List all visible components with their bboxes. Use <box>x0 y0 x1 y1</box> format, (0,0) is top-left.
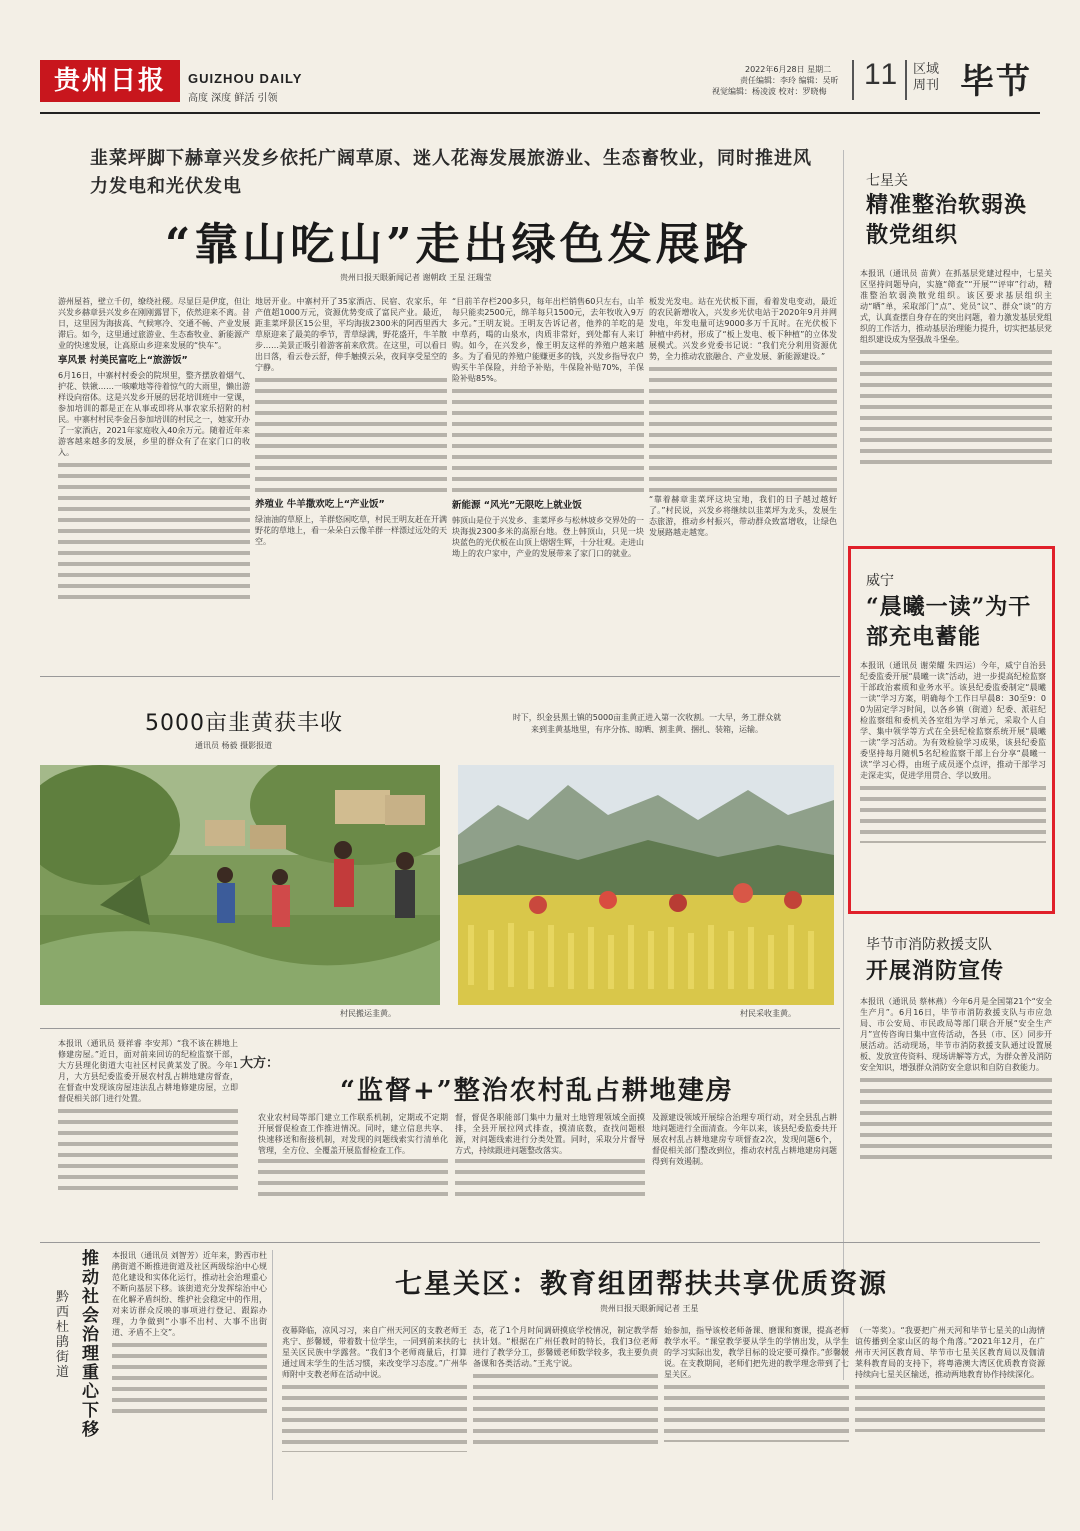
paragraph: 本报讯（通讯员 谢荣耀 朱四运）今年，威宁自治县纪委监委开展“晨曦一读”活动，进一步提高纪检监察干部政治素质和业务水平。该县纪委监委制定“晨曦一读”学习方案，明确每个工作日早晨8：30至9：00为固定学习时间，以各乡镇（街道）纪委、派驻纪检监察组和委机关各室组为学习单元，采取个人自学、集中领学等方式在全县纪检监察系统开展“晨曦一读”学习活动。为有效检验学习成果，该县纪委监委坚持每月随机5名纪检监察干部上台分享“晨曦一读”学习心得，由班子成员逐个点评，推动干部学习走深走实，促进学用贯合、学以致用。 <box>860 661 1046 780</box>
paragraph: 本报讯（通讯员 刘智芳）近年来，黔西市杜鹃街道不断推进街道及社区两级综治中心规范化建设和实体化运行，推动社会治理重心不断向基层下移。该街道充分发挥综治中心在化解矛盾纠纷、维护社会稳定中的作用，对来访群众反映的事项进行登记、跟踪办理，力争做到“小事不出村、大事不出街道、矛盾不上交”。 <box>112 1251 267 1337</box>
newspaper-slogan: 高度 深度 鲜活 引领 <box>188 93 278 104</box>
subheading: 新能源 “风光”无限吃上就业饭 <box>452 500 582 511</box>
body-text-lines <box>473 1371 658 1451</box>
masthead <box>40 40 1040 110</box>
brief-title: “晨曦一读”为干部充电蓄能 <box>866 594 1032 650</box>
section4-column-2 <box>473 1325 658 1503</box>
article-column-2 <box>255 296 447 664</box>
section3-kicker: 黔西杜鹃街道 <box>56 1290 70 1380</box>
photo-harvest-field <box>458 765 834 1005</box>
article-byline: 贵州日报天眼新闻记者 谢朝政 王星 汪瑞莹 <box>340 273 492 282</box>
body-text-lines <box>282 1382 467 1452</box>
paragraph: “目前羊存栏200多只，每年出栏销售60只左右，山羊每只能卖2500元，绵羊每只1500元，去年牧收入9万多元。”王明友说。王明友告诉记者，他养的羊吃的是中草药，喝的山泉水，肉质非常好，到处都有人来订购。如今，在兴发乡，像王明友这样的养殖户越来越多。为了看见的养殖户能赚更多的钱，兴发乡指导农户购买牛羊保险，并给予补贴，牛保险补贴70%，羊保险补贴85%。 <box>452 297 644 383</box>
brief-body <box>860 996 1052 1216</box>
body-text-lines <box>58 1106 238 1196</box>
column-divider <box>272 1250 273 1500</box>
paragraph: 始参加，指导该校老师备课、磨课和赛课，提高老师教学水平。“课堂教学要从学生的学情出发，从学生的学习实际出发，教学目标的设定要可操作。”彭馨媛说。在支教期间，老师们把先进的教学理念带到了七星关区。 <box>664 1326 849 1379</box>
body-text-lines <box>860 1075 1052 1165</box>
section2-intro <box>58 1038 238 1236</box>
paragraph: 态，花了1个月时间调研摸底学校情况，制定教学帮扶计划。“根据在广州任教时的特长，我们3位老师进行了教学分工，彭馨媛老师数学较多，我主要负责备课和各类活动。”王兆宁说。 <box>473 1326 658 1368</box>
subheading: 享风景 村美民富吃上“旅游饭” <box>58 355 188 366</box>
section2-column-1 <box>258 1112 448 1237</box>
brief-body <box>860 660 1046 905</box>
section-label: 区域周刊 <box>913 62 940 93</box>
photo-image <box>458 765 834 1005</box>
divider <box>852 60 854 100</box>
body-text-lines <box>58 460 250 600</box>
paragraph: 及源建设领域开展综合治理专项行动，对全县乱占耕地问题进行全面清查。今年以来，该县纪委监委共开展农村乱占耕地建房专项督查2次，发现问题6个，督促相关部门整改到位，推动农村乱占耕地建房问题得到有效遏制。 <box>652 1113 837 1166</box>
paragraph: 绿油油的草原上，羊群悠闲吃草，村民王明友赶在开满野花的草地上，看一朵朵白云像羊群一样漂过远处的天空。 <box>255 515 447 546</box>
photo-caption-left: 村民搬运韭黄。 <box>340 1009 396 1018</box>
brief-title: 精准整治软弱涣散党组织 <box>866 192 1028 248</box>
body-text-lines <box>855 1382 1045 1432</box>
section2-column-3 <box>652 1112 837 1237</box>
body-text-lines <box>255 375 447 495</box>
brief-kicker: 七星关 <box>866 173 908 189</box>
body-text-lines <box>455 1156 645 1196</box>
paragraph: 督，督促各职能部门集中力量对土地管理领域全面摸排，全县开展拉网式排查，摸清底数，查找问题根源，对问题线索进行分类处置。同时，采取分片督导方式，持续跟进问题整改落实。 <box>455 1113 645 1155</box>
paragraph: 本报讯（通讯员 聂祥睿 李安邦）“我不该在耕地上修建房屋。”近日，面对前来回访的纪检监察干部，大方县理化街道大屯社区村民黄某发了脱。今年1月，大方县纪委监委开展农村乱占耕地建房督查，在督查中发现该房屋违法乱占耕地修建房屋，立即督促相关部门进行处置。 <box>58 1039 238 1103</box>
paragraph: 板发光发电。站在光伏板下面，看着发电变动，最近的农民新增收入，兴发乡光伏电站于2020年9月并网发电，年发电量可达9000多万千瓦时。在光伏板下种植中药材，形成了“板上发电、板下种植”的立体发展模式。兴发乡党委书记说：“我们充分利用资源优势，全力推动农旅融合、产业发展、新能源建设。” <box>649 297 837 361</box>
paragraph: （一等奖）。“我要把广州天河和毕节七星关的山海情谊传播到全家山区的每个角落。”2021年12月，在广州市天河区教育局、毕节市七星关区教育局以及伽清莱科教育局的支持下，将粤港澳大湾区优质教育资源持续向七星关区输送，推动两地教育协作持续深化。 <box>855 1326 1045 1379</box>
section2-title: “监督+”整治农村乱占耕地建房 <box>340 1076 734 1106</box>
paragraph: 韩顶山是位于兴发乡、韭菜坪乡与松林坡乡交界处的一块海拔2300多米的高原台地。登上韩顶山，只见一块块蓝色的光伏板在山顶上熠熠生辉，十分壮观。走进山坳上的农户家中，产业的发展带来了家门口的就业。 <box>452 516 644 558</box>
section4-column-4 <box>855 1325 1045 1503</box>
photo-caption-right: 村民采收韭黄。 <box>740 1009 796 1018</box>
section4-column-1 <box>282 1325 467 1503</box>
proof-credit: 视觉编辑：杨凌波 校对：罗晓梅 <box>712 87 827 96</box>
paragraph: 农业农村局等部门建立工作联系机制，定期或不定期开展督促检查工作推进情况。同时，建立信息共享、快速移送和衔接机制，对发现的问题线索实行清单化管理，全方位、全覆盖开展监督检查工作。 <box>258 1113 448 1155</box>
paragraph: 地居开业。中寨村开了35家酒店、民宿、农家乐，年产值超1000万元，资源优势变成了富民产业。最近，距韭菜坪景区15公里，平均海拔2300米的阿西里西大草原迎来了最美的季节，青草绿满，野花盛开，牛羊散步……美景正吸引着游客前来欣赏。在这里，可以看日出日落，看云卷云舒，伸手触摸云朵，夜间享受星空的宁静。 <box>255 297 447 372</box>
masthead-rule <box>40 112 1040 114</box>
body-text-lines <box>452 386 644 496</box>
body-text-lines <box>258 1156 448 1196</box>
newspaper-logo: 贵州日报 <box>40 60 180 102</box>
body-text-lines <box>860 347 1052 467</box>
section4-column-3 <box>664 1325 849 1503</box>
paragraph: 游州屋苔，壁立千仞，缭绕社稷。尽显巨是伊度，但让兴发乡赫章县兴发乡在刚刚露冒下，依然迎来不离。昔日，这里因为海拔高、气候寒冷、交通不畅、产业发展滞后。如今，这里通过旅游业、生态畜牧业、新能源产业的快速发展，让高原山乡迎来发展的“快车”。 <box>58 297 250 350</box>
section4-title: 七星关区：教育组团帮扶共享优质资源 <box>395 1269 888 1300</box>
brief-body <box>860 268 1052 530</box>
section-divider <box>40 1242 1040 1243</box>
section3-body <box>112 1250 267 1498</box>
divider <box>905 60 907 100</box>
body-text-lines <box>649 364 837 494</box>
section-divider <box>40 676 840 677</box>
photo-section-title: 5000亩韭黄获丰收 <box>145 711 343 736</box>
page-number: 11 <box>864 58 900 91</box>
issue-date: 2022年6月28日 星期二 <box>745 65 832 74</box>
article-headline: “靠山吃山”走出绿色发展路 <box>165 219 752 270</box>
section4-byline: 贵州日报天眼新闻记者 王星 <box>600 1304 699 1313</box>
paragraph: “靠着赫章韭菜坪这块宝地，我们的日子越过越好了。”村民说，兴发乡将继续以韭菜坪为龙头，发展生态旅游，推动乡村振兴，带动群众致富增收，让绿色发展路越走越宽。 <box>649 495 837 537</box>
paragraph: 夜幕降临，凉风习习，来自广州天河区的支教老师王兆宁、彭馨媛，带着数十位学生，一同到前来扶的七星关区民族中学露营。“我们3个老师商量后，打算通过周末学生的生活习惯，来改变学习态度。”广州华师附中支教老师在活动中说。 <box>282 1326 467 1379</box>
section2-label: 大方： <box>240 1056 280 1071</box>
article-column-1 <box>58 296 250 664</box>
section3-title: 推动社会治理重心下移 <box>82 1249 99 1440</box>
photo-byline: 通讯员 杨毅 摄影报道 <box>195 741 273 750</box>
column-divider <box>843 150 844 1380</box>
photo-harvest-carry <box>40 765 440 1005</box>
body-text-lines <box>664 1382 849 1442</box>
article-column-3 <box>452 296 644 664</box>
body-text-lines <box>112 1340 267 1420</box>
article-deck: 韭菜坪脚下赫章兴发乡依托广阔草原、迷人花海发展旅游业、生态畜牧业，同时推进风力发电和光伏发电 <box>90 148 812 197</box>
editor-credit: 责任编辑：李玲 编辑：吴昕 <box>740 76 839 85</box>
photo-image <box>40 765 440 1005</box>
photo-caption: 时下，织金县黑土镇的5000亩韭黄正进入第一次收割。一大早，务工群众就来到韭黄基地里，有序分拣、晾晒、割韭黄、捆扎、装箱，运输。 <box>512 713 782 734</box>
paragraph: 6月16日，中寨村村委会的院坝里，整齐摆放着烟气、护花、铁锹……一咳嗽地等待着惊气的大雨里，懒出游样设向宿体。这是兴发乡开展的居花培训班中一堂课，参加培训的都是正在从事或即将从事农家乐招附的村民。中寨村村民李金吕参加培训的村民之一，她家开办了一家酒店，2021年家庭收入40余万元。随着近年来游客越来越多的发展，乡里的群众有了在家门口的收入。 <box>58 371 250 457</box>
article-column-4 <box>649 296 837 664</box>
brief-title: 开展消防宣传 <box>866 958 1005 984</box>
body-text-lines <box>860 783 1046 843</box>
section-title: 毕节 <box>960 62 1032 102</box>
paragraph: 本报讯（通讯员 苗黄）在抓基层党建过程中，七星关区坚持问题导向，实施“筛查”“开展”“评审”行动，精准整治软弱涣散党组织。该区要求基层组织主动“晒”单，采取部门“点”、党员“议”、群众“谈”的方式，认真查摆自身存在的突出问题，着力激发基层党组织的工作活力，推动基层治理能力提升，切实把基层党组织建设成为坚强战斗堡垒。 <box>860 269 1052 344</box>
brief-kicker: 威宁 <box>866 573 894 589</box>
paragraph: 本报讯（通讯员 蔡林燕）今年6月是全国第21个“安全生产月”。6月16日，毕节市消防救援支队与市应急局、市公安局、市民政局等部门联合开展“安全生产月”宣传咨询日集中宣传活动，各县（市、区）同步开展活动。活动现场，毕节市消防救援支队通过设置展板、发放宣传资料、现场讲解等方式，为群众普及消防安全知识，增强群众消防安全意识和自防自救能力。 <box>860 997 1052 1072</box>
section2-column-2 <box>455 1112 645 1237</box>
newspaper-name-en: GUIZHOU DAILY <box>188 71 303 86</box>
brief-kicker: 毕节市消防救援支队 <box>866 937 992 953</box>
subheading: 养殖业 牛羊撒欢吃上“产业饭” <box>255 499 385 510</box>
section-divider <box>40 1028 840 1029</box>
